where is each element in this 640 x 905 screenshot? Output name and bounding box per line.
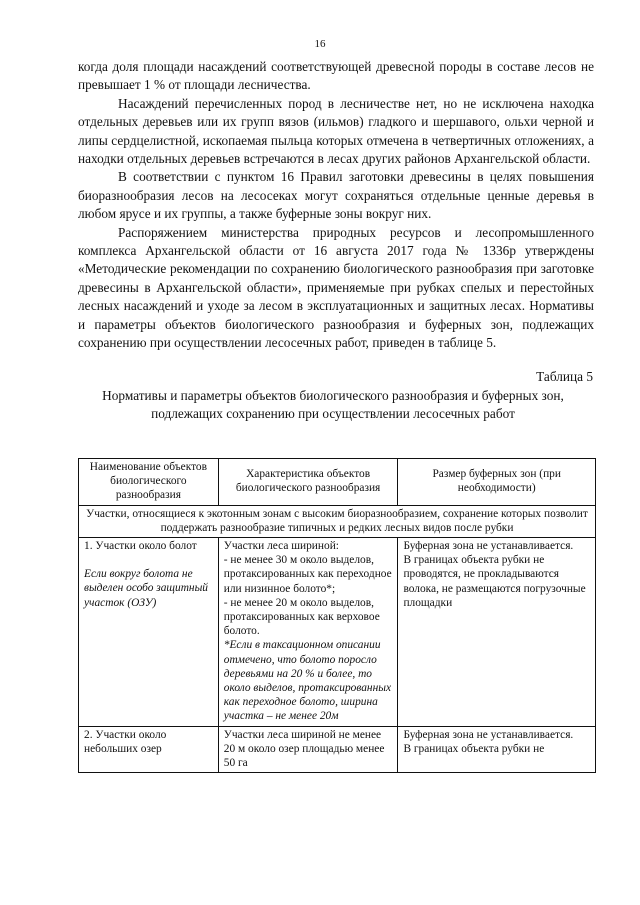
characteristic-line: Участки леса шириной не менее 20 м около озер площадью менее 50 га <box>223 728 385 770</box>
table-header-row <box>79 459 596 506</box>
buffer-cell <box>398 538 596 727</box>
paragraph: Распоряжением министерства природных ресурсов и лесопромышленного комплекса Архангельской области от 16 августа 2017 года № 1336р утверждены «Методические рекомендации по сохранению биологического разнообразия при заготовке древесины в Архангельской области», применяемые при рубках спелых и перестойных лесных насаждений и уходе за лесом в эксплуатационных и защитных лесах. Нормативы и параметры объектов биологического разнообразия и буферных зон, подлежащих сохранению при осуществлении лесосечных работ, приведен в таблице 5. <box>78 224 594 351</box>
paragraph: когда доля площади насаждений соответствующей древесной породы в составе лесов не превышает 1 % от площади лесничества. <box>78 59 594 93</box>
characteristic-note: *Если в таксационном описании отмечено, что болото поросло деревьями на 20 % и более, то около выделов, протаксированных как переходное болото, ширина участка – не менее 20м <box>223 639 392 723</box>
section-cell: Участки, относящиеся к экотонным зонам с высоким биоразнообразием, сохранение которых позволит поддержать разнообразие типичных и редких лесных видов после рубки <box>79 505 596 537</box>
table-title: Нормативы и параметры объектов биологического разнообразия и буферных зон, подлежащих сохранению при осуществлении лесосечных работ <box>102 388 564 421</box>
paragraph: Насаждений перечисленных пород в лесничестве нет, но не исключена находка отдельных деревьев или их групп вязов (ильмов) гладкого и шершавого, ольхи черной и липы сердцелистной, ископаемая пыльца которых отмечена в четвертичных отложениях, а находки отдельных деревьев встречаются в лесах других районов Архангельской области. <box>78 95 594 167</box>
characteristic-line: Участки леса шириной: <box>223 540 339 553</box>
characteristic-cell <box>218 726 398 773</box>
object-name-note: Если вокруг болота не выделен особо защитный участок (ОЗУ) <box>84 568 208 609</box>
characteristic-line: - не менее 30 м около выделов, протаксированных как переходное или низинное болото*; <box>223 554 392 595</box>
table-label: Таблица 5 <box>536 369 593 384</box>
object-name: 1. Участки около болот <box>84 540 197 553</box>
column-header-buffer: Размер буферных зон (при необходимости) <box>398 459 596 506</box>
column-header-name: Наименование объектов биологического разнообразия <box>79 459 219 506</box>
object-name: 2. Участки около небольших озер <box>84 728 167 755</box>
biodiversity-table <box>78 458 596 773</box>
column-header-characteristic: Характеристика объектов биологического разнообразия <box>218 459 398 506</box>
characteristic-cell <box>218 538 398 727</box>
body-text <box>78 58 594 353</box>
paragraph: В соответствии с пунктом 16 Правил заготовки древесины в целях повышения биоразнообразия лесов на лесосеках могут сохраняться отдельные ценные деревья в любом ярусе и их группы, а также буферные зоны вокруг них. <box>78 169 594 222</box>
buffer-line: В границах объекта рубки не проводятся, не прокладываются волока, не размещаются погрузочные площадки <box>403 554 586 609</box>
characteristic-line: - не менее 20 м около выделов, протаксированных как верховое болото. <box>223 596 380 638</box>
table-row <box>79 538 596 727</box>
buffer-line: Буферная зона не устанавливается. <box>403 540 574 553</box>
table-section-row <box>79 505 596 537</box>
object-name-cell <box>79 726 219 773</box>
buffer-line: В границах объекта рубки не <box>403 742 545 755</box>
page-number: 16 <box>314 38 326 50</box>
table-row <box>79 726 596 773</box>
buffer-cell <box>398 726 596 773</box>
object-name-cell <box>79 538 219 727</box>
buffer-line: Буферная зона не устанавливается. <box>403 728 574 741</box>
